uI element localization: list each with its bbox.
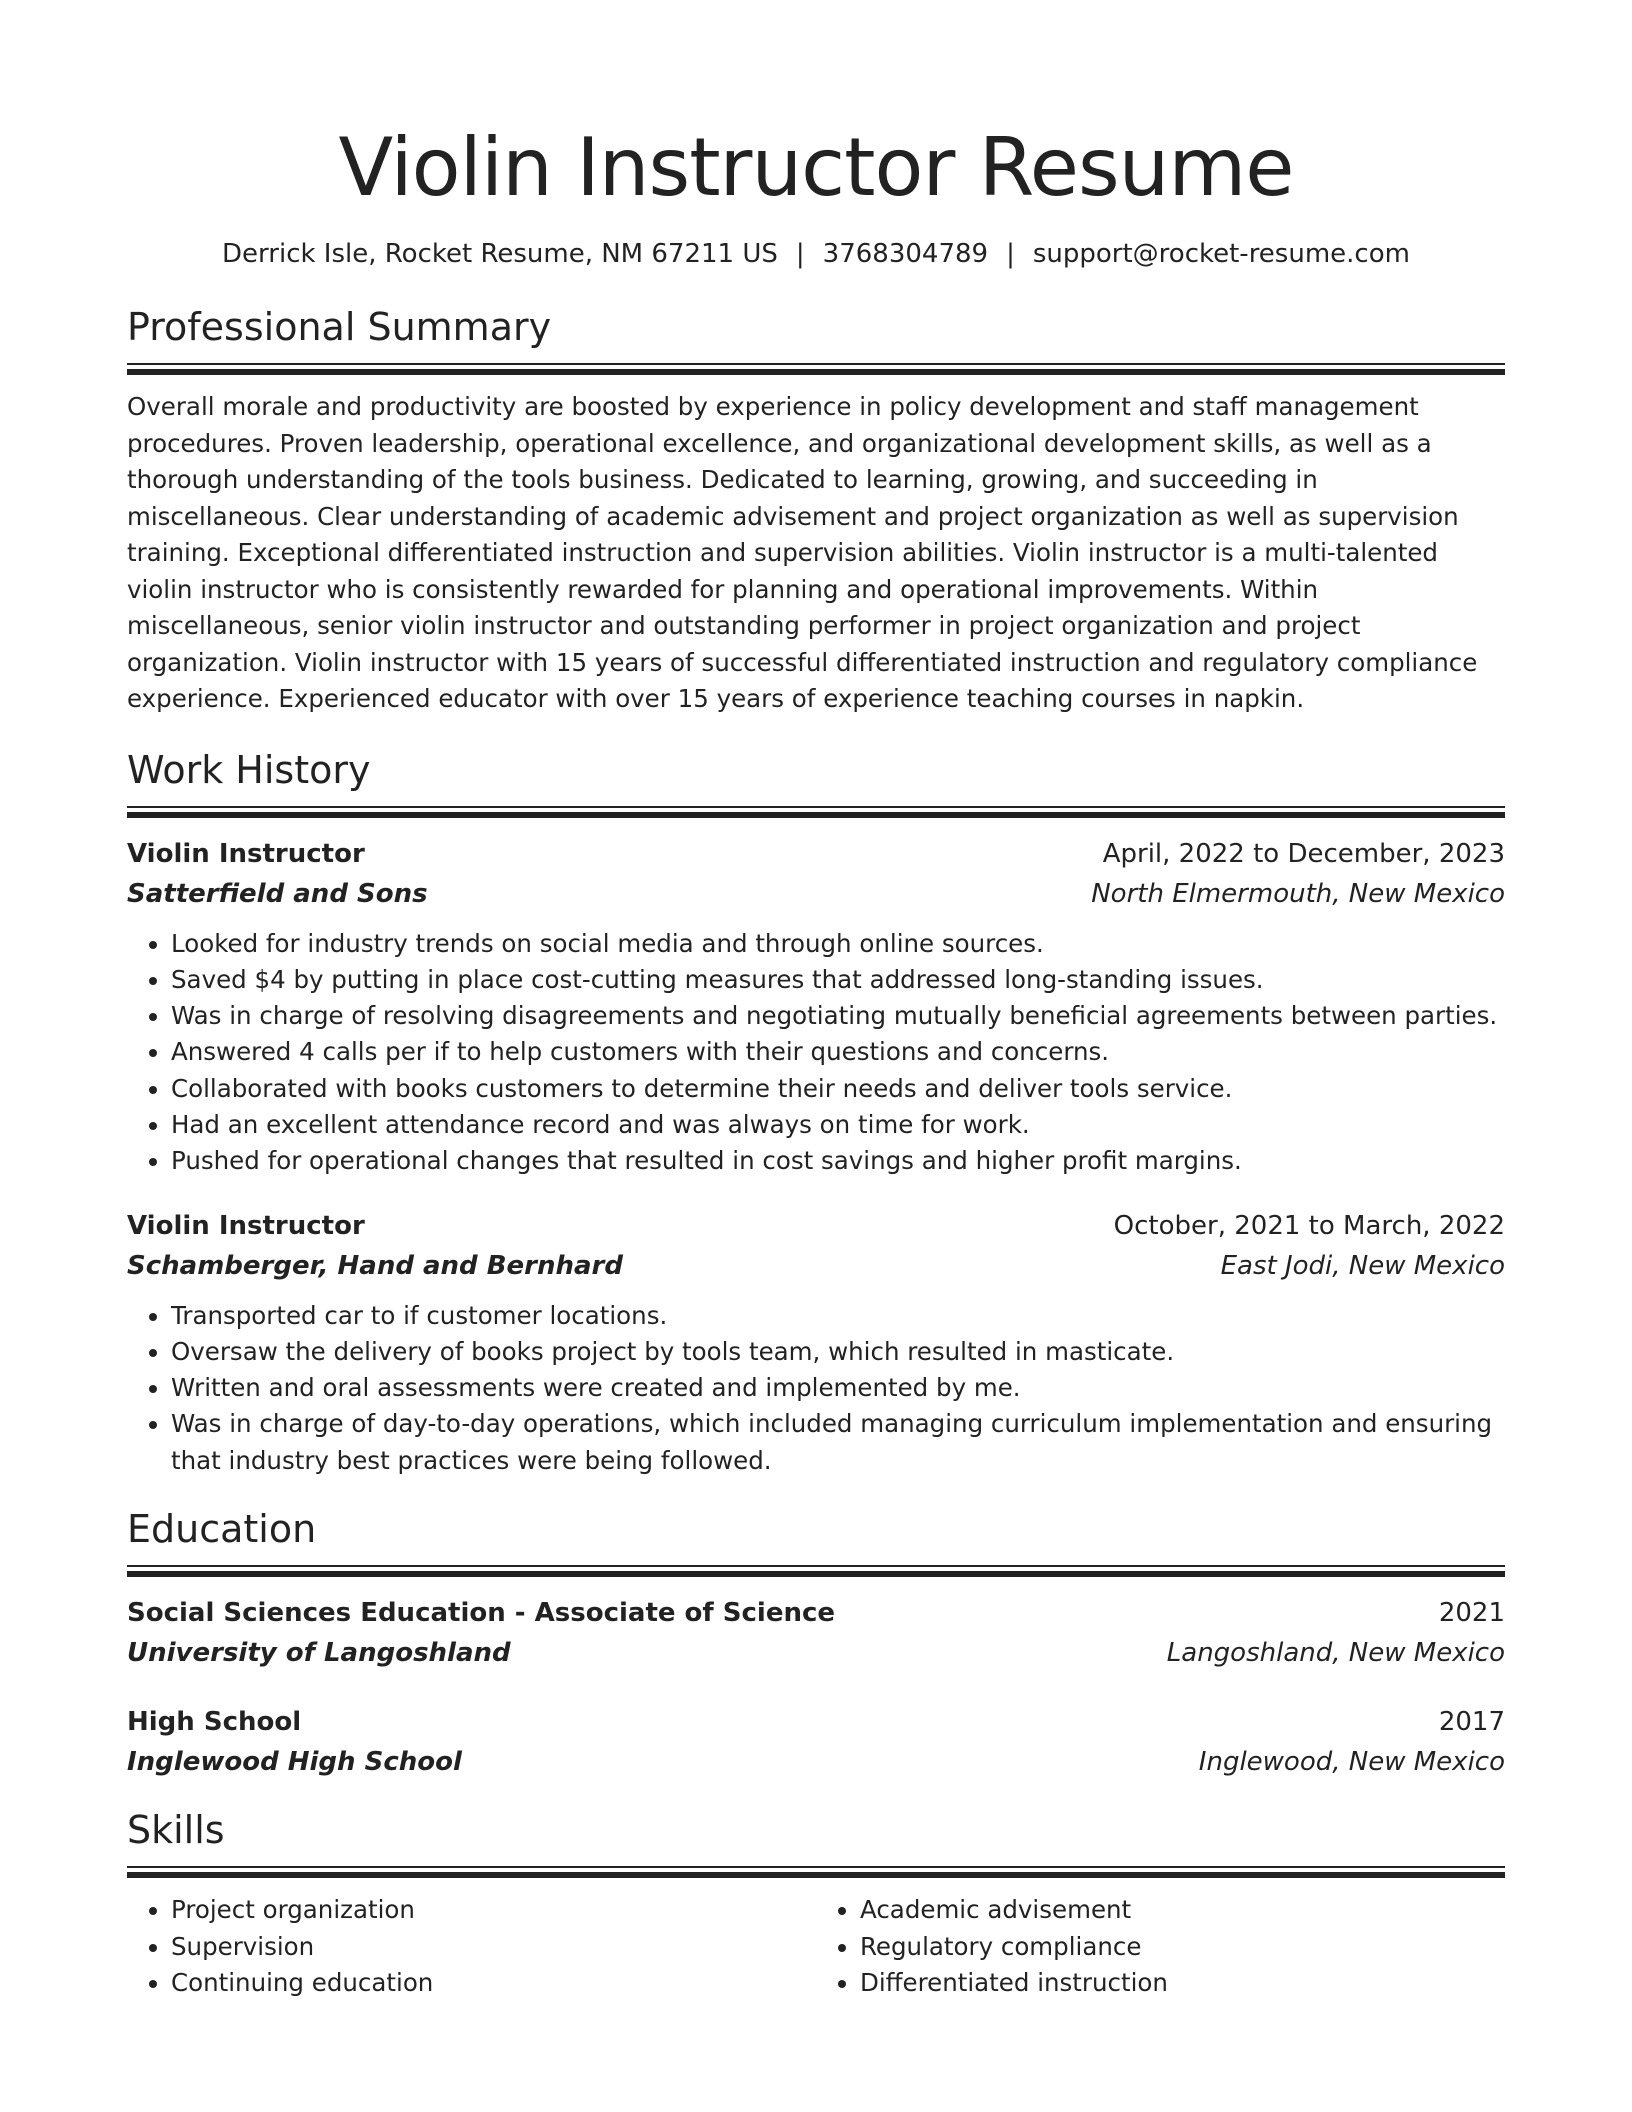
- list-item: • Supervision: [171, 1929, 816, 1966]
- contact-separator: |: [1006, 239, 1015, 269]
- list-item: • Oversaw the delivery of books project by tools team, which resulted in masticate.: [171, 1334, 1505, 1370]
- job-bullets: [127, 1298, 1505, 1479]
- education-school: Inglewood High School: [127, 1747, 462, 1778]
- section-divider: [127, 1565, 1505, 1577]
- list-item: • Regulatory compliance: [860, 1929, 1505, 1966]
- list-item: • Collaborated with books customers to determine their needs and deliver tools service.: [171, 1071, 1505, 1107]
- education-entry: [127, 1593, 1505, 1673]
- list-item: • Differentiated instruction: [860, 1965, 1505, 2002]
- contact-line: [127, 236, 1505, 272]
- job-location: East Jodi, New Mexico: [1220, 1250, 1505, 1281]
- education-year: 2017: [1438, 1707, 1505, 1738]
- summary-text: Overall morale and productivity are boosted by experience in policy development and staff management procedures. Proven leadership, operational excellence, and organizational development skills, as well as a thorough understanding of the tools business. Dedicated to learning, growing, and succeeding in miscellaneous. Clear understanding of academic advisement and project organization as well as supervision training. Exceptional differentiated instruction and supervision abilities. Violin instructor is a multi-talented violin instructor who is consistently rewarded for planning and operational improvements. Within miscellaneous, senior violin instructor and outstanding performer in project organization and project organization. Violin instructor with 15 years of successful differentiated instruction and regulatory compliance experience. Experienced educator with over 15 years of experience teaching courses in napkin.: [127, 392, 1478, 713]
- job-location: North Elmermouth, New Mexico: [1091, 878, 1505, 909]
- contact-separator: |: [795, 239, 805, 269]
- education-location: Inglewood, New Mexico: [1198, 1747, 1505, 1778]
- job-entry: [127, 834, 1505, 1180]
- list-item: • Answered 4 calls per if to help customers with their questions and concerns.: [171, 1034, 1505, 1070]
- job-company: Satterfield and Sons: [127, 878, 428, 909]
- job-company: Schamberger, Hand and Bernhard: [127, 1250, 623, 1281]
- education-school: University of Langoshland: [127, 1638, 511, 1669]
- section-divider: [127, 806, 1505, 818]
- job-bullets: [127, 926, 1505, 1180]
- job-dates: October, 2021 to March, 2022: [1113, 1210, 1505, 1241]
- job-title: Violin Instructor: [127, 1210, 365, 1241]
- list-item: • Was in charge of resolving disagreements and negotiating mutually beneficial agreements between parties.: [171, 998, 1505, 1034]
- skills-section: [127, 1806, 1505, 2002]
- education-degree: High School: [127, 1707, 302, 1738]
- list-item: • Academic advisement: [860, 1892, 1505, 1929]
- list-item: • Project organization: [171, 1892, 816, 1929]
- job-dates: April, 2022 to December, 2023: [1102, 838, 1505, 869]
- list-item: • Had an excellent attendance record and was always on time for work.: [171, 1107, 1505, 1143]
- education-section: [127, 1505, 1505, 1782]
- list-item: • Pushed for operational changes that resulted in cost savings and higher profit margins.: [171, 1143, 1505, 1179]
- list-item: • Looked for industry trends on social media and through online sources.: [171, 926, 1505, 962]
- work-history-section: [127, 746, 1505, 1480]
- skills-list-left: [127, 1892, 816, 2002]
- job-title: Violin Instructor: [127, 838, 365, 869]
- contact-phone: 3768304789: [822, 239, 989, 269]
- list-item: • Transported car to if customer locations.: [171, 1298, 1505, 1334]
- education-entry: [127, 1702, 1505, 1782]
- skills-columns: [127, 1892, 1505, 2002]
- education-heading: Education: [127, 1507, 317, 1552]
- list-item: • Was in charge of day-to-day operations, which included managing curriculum implementation and ensuring that industry best practices were being followed.: [171, 1406, 1505, 1479]
- summary-section: [127, 303, 1505, 718]
- summary-heading: Professional Summary: [127, 305, 552, 349]
- list-item: • Written and oral assessments were created and implemented by me.: [171, 1370, 1505, 1406]
- education-location: Langoshland, New Mexico: [1166, 1638, 1505, 1669]
- section-divider: [127, 1866, 1505, 1878]
- list-item: • Saved $4 by putting in place cost-cutting measures that addressed long-standing issues.: [171, 962, 1505, 998]
- education-degree: Social Sciences Education - Associate of Science: [127, 1598, 836, 1629]
- page-title: Violin Instructor Resume: [338, 121, 1294, 214]
- job-entry: [127, 1206, 1505, 1479]
- education-year: 2021: [1438, 1598, 1505, 1629]
- skills-list-right: [816, 1892, 1505, 2002]
- contact-address: Derrick Isle, Rocket Resume, NM 67211 US: [222, 239, 778, 269]
- work-history-heading: Work History: [127, 747, 371, 792]
- section-divider: [127, 363, 1505, 375]
- list-item: • Continuing education: [171, 1965, 816, 2002]
- skills-heading: Skills: [127, 1808, 225, 1853]
- contact-email: support@rocket-resume.com: [1032, 239, 1410, 269]
